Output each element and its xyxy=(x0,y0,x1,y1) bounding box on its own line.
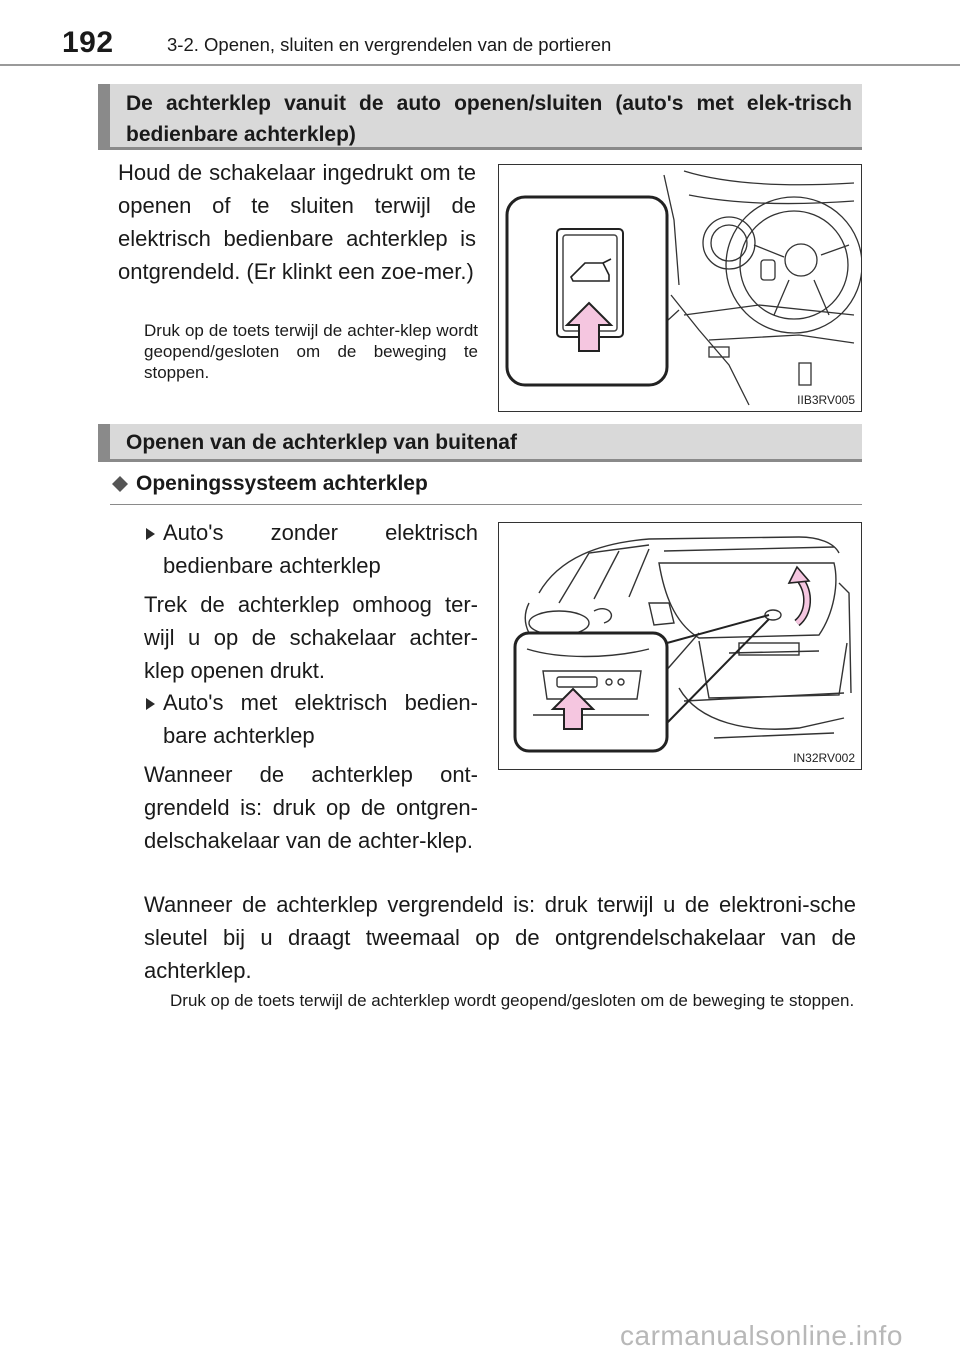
instruction-paragraph: Wanneer de achterklep ont-grendeld is: druk op de ontgren-delschakelaar van de achter-klep. xyxy=(144,762,478,853)
note-paragraph: Druk op de toets terwijl de achter-klep wordt geopend/gesloten om de beweging te stoppen. xyxy=(144,321,478,382)
bullet-no-power-tailgate xyxy=(146,516,478,582)
figure-code: IN32RV002 xyxy=(793,751,855,765)
watermark: carmanualsonline.info xyxy=(620,1320,903,1351)
dashboard-drawing xyxy=(499,165,861,411)
diamond-bullet-icon xyxy=(112,476,128,492)
tailgate-exterior-illustration xyxy=(498,522,862,770)
bullet-label: Auto's zonder elektrisch bedienbare achterklep xyxy=(163,520,478,578)
subheading: Openingssysteem achterklep xyxy=(136,472,428,495)
chapter-title: 3-2. Openen, sluiten en vergrendelen van de portieren xyxy=(167,34,612,55)
note-paragraph: Druk op de toets terwijl de achterklep wordt geopend/gesloten om de beweging te stoppen. xyxy=(170,991,855,1010)
instruction-paragraph: Wanneer de achterklep vergrendeld is: druk terwijl u de elektroni-sche sleutel bij u draagt tweemaal op de ontgrendelschakelaar van de achterklep. xyxy=(144,892,856,983)
bullet-label: Auto's met elektrisch bedien-bare achterklep xyxy=(163,690,478,748)
subheading-divider xyxy=(110,504,862,505)
instruction-paragraph: Houd de schakelaar ingedrukt om te openen of te sluiten terwijl de elektrisch bedienbare achterklep is ontgrendeld. (Er klinkt een zoe-mer.) xyxy=(118,160,476,284)
section-heading-inside-open-close: De achterklep vanuit de auto openen/sluiten (auto's met elek-trisch bedienbare achterklep) xyxy=(98,84,862,150)
triangle-bullet-icon xyxy=(146,528,155,540)
figure-code: IIB3RV005 xyxy=(797,393,855,407)
section-heading-outside-open: Openen van de achterklep van buitenaf xyxy=(98,424,862,462)
car-rear-drawing xyxy=(499,523,861,769)
bullet-power-tailgate xyxy=(146,686,478,752)
header-divider xyxy=(0,64,960,66)
page-number: 192 xyxy=(62,26,114,59)
dashboard-switch-illustration xyxy=(498,164,862,412)
triangle-bullet-icon xyxy=(146,698,155,710)
instruction-paragraph: Trek de achterklep omhoog ter-wijl u op de schakelaar achter-klep openen drukt. xyxy=(144,592,478,683)
